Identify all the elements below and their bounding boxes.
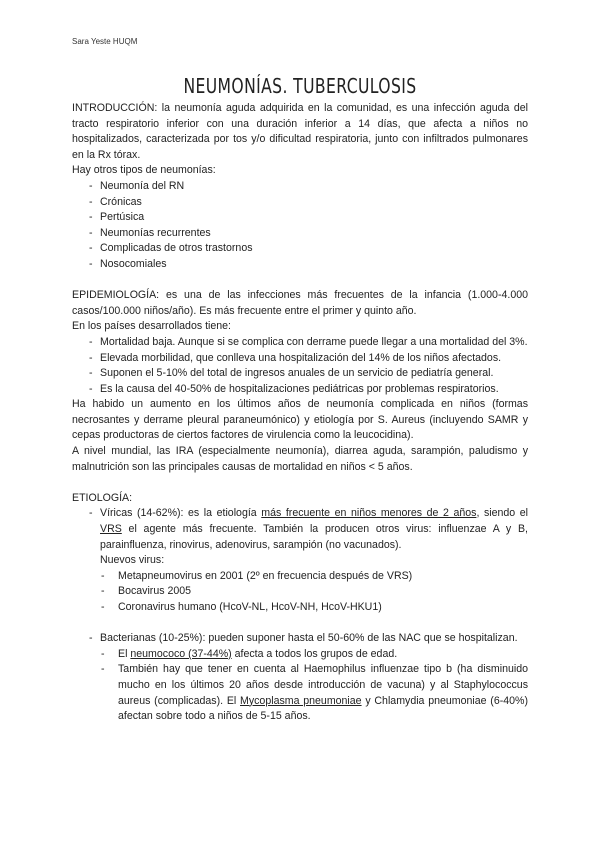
viral-item: - Víricas (14-62%): es la etiología más frecuente en niños menores de 2 años, siendo el VRS el agente más frecuente. También la producen otros virus: influenzae A y B, parainfluenza, rinovirus, adenovirus, sarampión (no vacunados). Nuevos virus: - Metapneumovirus en 2001 (2º en frecuencia después de VRS) - Bocavirus 2005 - Coronavirus humano (HcoV-NL, HcoV-NH, HcoV-HKU1)	[72, 506, 528, 615]
list-item: - Metapneumovirus en 2001 (2º en frecuencia después de VRS)	[72, 569, 528, 585]
list-item: - Crónicas	[72, 195, 528, 211]
list-item: - Mortalidad baja. Aunque si se complica con derrame puede llegar a una mortalidad del 3%.	[72, 335, 528, 351]
list-item: - Suponen el 5-10% del total de ingresos anuales de un servicio de pediatría general.	[72, 366, 528, 382]
page-title: NEUMONÍAS. TUBERCULOSIS	[183, 74, 417, 98]
bacterial-item: - Bacterianas (10-25%): pueden suponer hasta el 50-60% de las NAC que se hospitalizan. - El neumococo (37-44%) afecta a todos los grupos de edad. - También hay que tener en cuenta al Haemophilus influenzae tipo b (ha disminuido mucho en los últimos 20 años desde introducción de vacuna) y al Staphylococcus aureus (complicadas). El Mycoplasma pneumoniae y Chlamydia pneumoniae (6-40%) afectan sobre todo a niños de 5-15 años.	[72, 631, 528, 725]
list-item: - Nosocomiales	[72, 257, 528, 273]
new-viruses-label: Nuevos virus:	[100, 554, 165, 567]
list-item: - Es la causa del 40-50% de hospitalizaciones pediátricas por problemas respiratorios.	[72, 382, 528, 398]
bacterial-sublist	[72, 647, 528, 725]
list-item: - Coronavirus humano (HcoV-NL, HcoV-NH, HcoV-HKU1)	[72, 600, 528, 616]
document-body	[72, 101, 528, 725]
epidemiology-paragraph: EPIDEMIOLOGÍA: es una de las infecciones más frecuentes de la infancia (1.000-4.000 casos/100.000 niños/año). Es más frecuente entre el primer y quinto año.	[72, 289, 528, 317]
list-item: - Pertúsica	[72, 210, 528, 226]
bacterial-list	[72, 631, 528, 725]
list-item: - Neumonía del RN	[72, 179, 528, 195]
developed-countries-heading: En los países desarrollados tiene:	[72, 320, 231, 333]
list-item: - Complicadas de otros trastornos	[72, 241, 528, 257]
list-item: - El neumococo (37-44%) afecta a todos los grupos de edad.	[72, 647, 528, 663]
increase-paragraph: Ha habido un aumento en los últimos años de neumonía complicada en niños (formas necrosantes y derrame pleural paraneumónico) y etiología por S. Aureus (incluyendo SAMR y cepas productoras de ciertos factores de virulencia como la leucocidina).	[72, 398, 528, 442]
worldwide-paragraph: A nivel mundial, las IRA (especialmente neumonía), diarrea aguda, sarampión, paludismo y malnutrición son las principales causas de mortalidad en niños < 5 años.	[72, 445, 528, 473]
intro-paragraph: INTRODUCCIÓN: la neumonía aguda adquirida en la comunidad, es una infección aguda del tracto respiratorio inferior con una duración inferior a 14 días, que afecta a niños no hospitalizados, caracterizada por tos y/o dificultad respiratoria, junto con infiltrados pulmonares en la Rx tórax.	[72, 102, 528, 161]
pneumonia-types-list	[72, 179, 528, 273]
page-header: Sara Yeste HUQM	[72, 37, 138, 46]
epidemiology-list	[72, 335, 528, 397]
other-types-heading: Hay otros tipos de neumonías:	[72, 164, 216, 177]
list-item: - Bocavirus 2005	[72, 584, 528, 600]
etiology-heading: ETIOLOGÍA:	[72, 491, 133, 504]
etiology-list	[72, 506, 528, 615]
list-item: - Neumonías recurrentes	[72, 226, 528, 242]
list-item: - También hay que tener en cuenta al Haemophilus influenzae tipo b (ha disminuido mucho en los últimos 20 años desde introducción de vacuna) y al Staphylococcus aureus (complicadas). El Mycoplasma pneumoniae y Chlamydia pneumoniae (6-40%) afectan sobre todo a niños de 5-15 años.	[72, 662, 528, 724]
new-viruses-list	[72, 569, 528, 616]
list-item: - Elevada morbilidad, que conlleva una hospitalización del 14% de los niños afectados.	[72, 351, 528, 367]
